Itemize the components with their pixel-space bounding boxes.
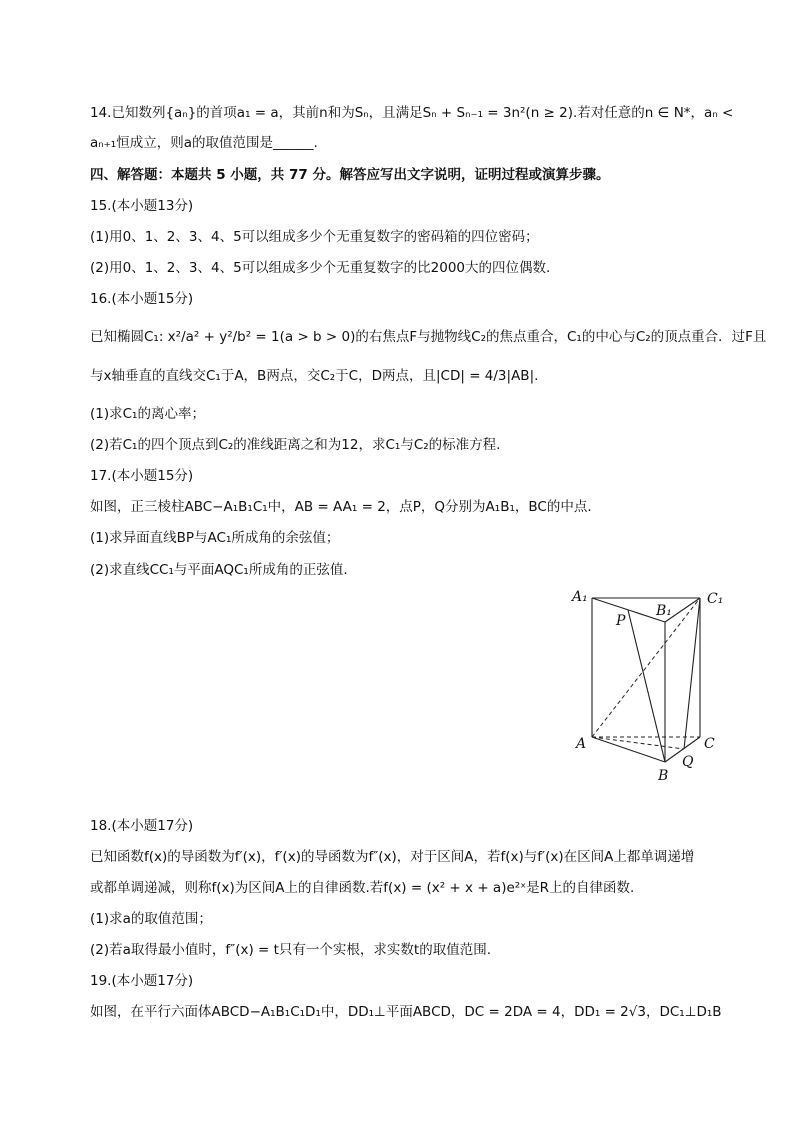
q14-line-1: 14.已知数列{aₙ}的首项a₁ = a，其前n和为Sₙ，且满足Sₙ + Sₙ₋₁ = 3n²(n ≥ 2).若对任意的n ∈ N*，aₙ <: [90, 105, 734, 121]
label-c1: C₁: [707, 591, 724, 607]
q16-header: 16.(本小题15分): [90, 291, 194, 307]
q15-header: 15.(本小题13分): [90, 198, 194, 214]
prism-figure: [560, 585, 730, 785]
q15-part2: (2)用0、1、2、3、4、5可以组成多少个无重复数字的比2000大的四位偶数.: [90, 260, 551, 276]
section-heading: 四、解答题：本题共 5 小题，共 77 分。解答应写出文字说明，证明过程或演算步骤。: [90, 167, 610, 183]
q18-part2: (2)若a取得最小值时，f″(x) = t只有一个实根，求实数t的取值范围.: [90, 942, 491, 958]
label-a1: A₁: [572, 589, 588, 605]
q16-part1: (1)求C₁的离心率；: [90, 406, 205, 422]
label-b1: B₁: [656, 603, 672, 619]
q17-part2: (2)求直线CC₁与平面AQC₁所成角的正弦值.: [90, 562, 348, 578]
q16-stem-2: 与x轴垂直的直线交C₁于A，B两点，交C₂于C，D两点，且|CD| = 4/3|AB|.: [90, 368, 539, 384]
label-p: P: [616, 613, 626, 629]
q19-header: 19.(本小题17分): [90, 973, 194, 989]
label-a: A: [576, 736, 587, 752]
q18-header: 18.(本小题17分): [90, 818, 194, 834]
q18-stem-1: 已知函数f(x)的导函数为f′(x)，f′(x)的导函数为f″(x)，对于区间A，若f(x)与f′(x)在区间A上都单调递增: [90, 849, 695, 865]
label-c: C: [704, 736, 715, 752]
q16-stem-1: 已知椭圆C₁: x²/a² + y²/b² = 1(a > b > 0)的右焦点F与抛物线C₂的焦点重合，C₁的中心与C₂的顶点重合．过F且: [90, 329, 767, 345]
q19-stem: 如图，在平行六面体ABCD−A₁B₁C₁D₁中，DD₁⊥平面ABCD，DC = 2DA = 4，DD₁ = 2√3，DC₁⊥D₁B: [90, 1004, 722, 1020]
q18-stem-2: 或都单调递减，则称f(x)为区间A上的自律函数.若f(x) = (x² + x + a)e²ˣ是R上的自律函数.: [90, 880, 635, 896]
q14-line-2: aₙ₊₁恒成立，则a的取值范围是______.: [90, 135, 318, 151]
q17-part1: (1)求异面直线BP与AC₁所成角的余弦值；: [90, 530, 340, 546]
q15-part1: (1)用0、1、2、3、4、5可以组成多少个无重复数字的密码箱的四位密码；: [90, 229, 539, 245]
q17-stem: 如图，正三棱柱ABC−A₁B₁C₁中，AB = AA₁ = 2，点P，Q分别为A₁B₁，BC的中点.: [90, 499, 592, 515]
label-b: B: [658, 768, 669, 784]
q18-part1: (1)求a的取值范围；: [90, 911, 212, 927]
q17-header: 17.(本小题15分): [90, 468, 194, 484]
label-q: Q: [682, 754, 694, 770]
q16-part2: (2)若C₁的四个顶点到C₂的准线距离之和为12，求C₁与C₂的标准方程.: [90, 437, 501, 453]
